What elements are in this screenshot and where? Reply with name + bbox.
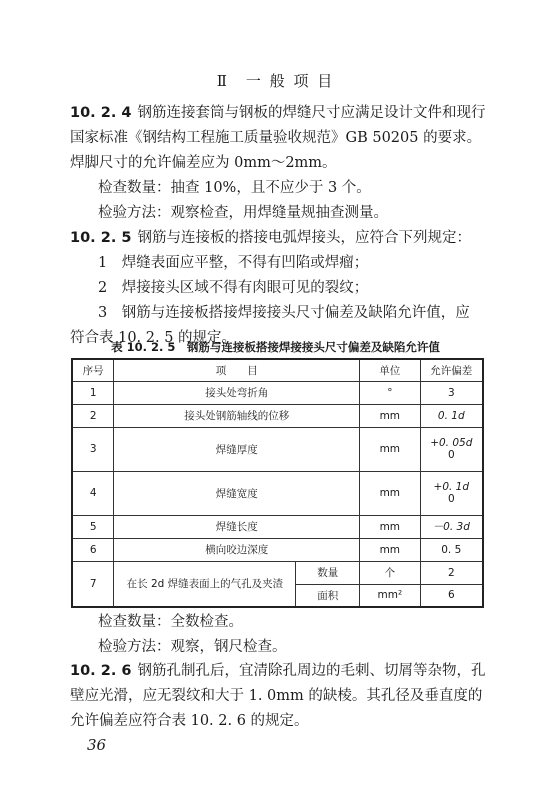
cell-item: 接头处弯折角 — [114, 381, 360, 404]
cell-tolerance — [420, 471, 483, 515]
tolerance-upper: +0. 1d — [433, 481, 470, 493]
cell-item: 焊缝厚度 — [114, 427, 360, 471]
clause-10-2-5 — [70, 226, 490, 351]
cell-item: 焊缝宽度 — [114, 471, 360, 515]
cell-seq: 5 — [72, 515, 114, 538]
cell-unit: 个 — [360, 561, 420, 584]
list-item: 3 钢筋与连接板搭接焊接接头尺寸偏差及缺陷允许值，应 — [98, 305, 470, 321]
table-row — [72, 561, 483, 584]
clause-text: 焊脚尺寸的允许偏差应为 0mm～2mm。 — [70, 155, 337, 171]
tolerance-lower: 0 — [447, 493, 455, 505]
tolerance-lower: 0 — [447, 449, 455, 461]
cell-tolerance: －0. 3d — [420, 515, 483, 538]
cell-tolerance — [420, 427, 483, 471]
post-table-notes — [70, 610, 490, 660]
clause-10-2-4 — [70, 101, 490, 226]
table-row — [72, 381, 483, 404]
check-quantity: 检查数量：抽查 10%，且不应少于 3 个。 — [98, 180, 371, 196]
table-caption: 表 10. 2. 5 钢筋与连接板搭接焊接接头尺寸偏差及缺陷允许值 — [111, 340, 440, 354]
clause-number: 10. 2. 6 — [70, 663, 132, 679]
list-item: 1 焊缝表面应平整，不得有凹陷或焊瘤； — [98, 255, 369, 271]
table-row — [72, 427, 483, 471]
clause-number: 10. 2. 4 — [70, 105, 132, 121]
clause-10-2-6 — [70, 659, 490, 734]
cell-seq: 7 — [72, 561, 114, 607]
cell-item: 在长 2d 焊缝表面上的气孔及夹渣 — [114, 561, 296, 607]
cell-seq: 4 — [72, 471, 114, 515]
header-item: 项 目 — [114, 359, 360, 381]
cell-subitem: 数量 — [296, 561, 360, 584]
table-row — [72, 404, 483, 427]
clause-text: 钢筋连接套筒与钢板的焊缝尺寸应满足设计文件和现行 — [137, 105, 486, 121]
header-tolerance: 允许偏差 — [420, 359, 483, 381]
check-quantity: 检查数量：全数检查。 — [98, 614, 243, 630]
cell-unit: mm² — [360, 584, 420, 607]
clause-text: 壁应光滑，应无裂纹和大于 1. 0mm 的缺棱。其孔径及垂直度的 — [70, 688, 483, 704]
cell-seq: 3 — [72, 427, 114, 471]
section-title: Ⅱ 一 般 项 目 — [216, 72, 335, 90]
check-method: 检验方法：观察，钢尺检查。 — [98, 639, 287, 655]
clause-text: 钢筋孔制孔后，宜清除孔周边的毛刺、切屑等杂物，孔 — [137, 663, 486, 679]
table-row — [72, 538, 483, 561]
cell-unit: mm — [360, 538, 420, 561]
cell-subitem: 面积 — [296, 584, 360, 607]
clause-text: 允许偏差应符合表 10. 2. 6 的规定。 — [70, 713, 309, 729]
cell-tolerance: 0. 5 — [420, 538, 483, 561]
tolerance-table — [71, 358, 484, 608]
cell-unit: mm — [360, 404, 420, 427]
cell-item: 焊缝长度 — [114, 515, 360, 538]
check-method: 检验方法：观察检查，用焊缝量规抽查测量。 — [98, 205, 388, 221]
page-number: 36 — [87, 736, 107, 754]
table-row — [72, 515, 483, 538]
cell-item: 横向咬边深度 — [114, 538, 360, 561]
list-item-continuation: 符合表 10. 2. 5 的规定。 — [70, 330, 237, 346]
clause-text: 国家标准《钢结构工程施工质量验收规范》GB 50205 的要求。 — [70, 130, 482, 146]
tolerance-upper: +0. 05d — [430, 437, 473, 449]
list-item: 2 焊接接头区域不得有肉眼可见的裂纹； — [98, 280, 369, 296]
cell-unit: ° — [360, 381, 420, 404]
clause-text: 钢筋与连接板的搭接电弧焊接头，应符合下列规定： — [137, 230, 471, 246]
cell-unit: mm — [360, 471, 420, 515]
cell-unit: mm — [360, 427, 420, 471]
cell-seq: 1 — [72, 381, 114, 404]
header-unit: 单位 — [360, 359, 420, 381]
clause-number: 10. 2. 5 — [70, 230, 132, 246]
cell-tolerance: 2 — [420, 561, 483, 584]
cell-seq: 2 — [72, 404, 114, 427]
table-row — [72, 471, 483, 515]
cell-item: 接头处钢筋轴线的位移 — [114, 404, 360, 427]
cell-unit: mm — [360, 515, 420, 538]
cell-tolerance: 0. 1d — [420, 404, 483, 427]
cell-seq: 6 — [72, 538, 114, 561]
header-seq: 序号 — [72, 359, 114, 381]
cell-tolerance: 6 — [420, 584, 483, 607]
table-header-row — [72, 359, 483, 381]
cell-tolerance: 3 — [420, 381, 483, 404]
